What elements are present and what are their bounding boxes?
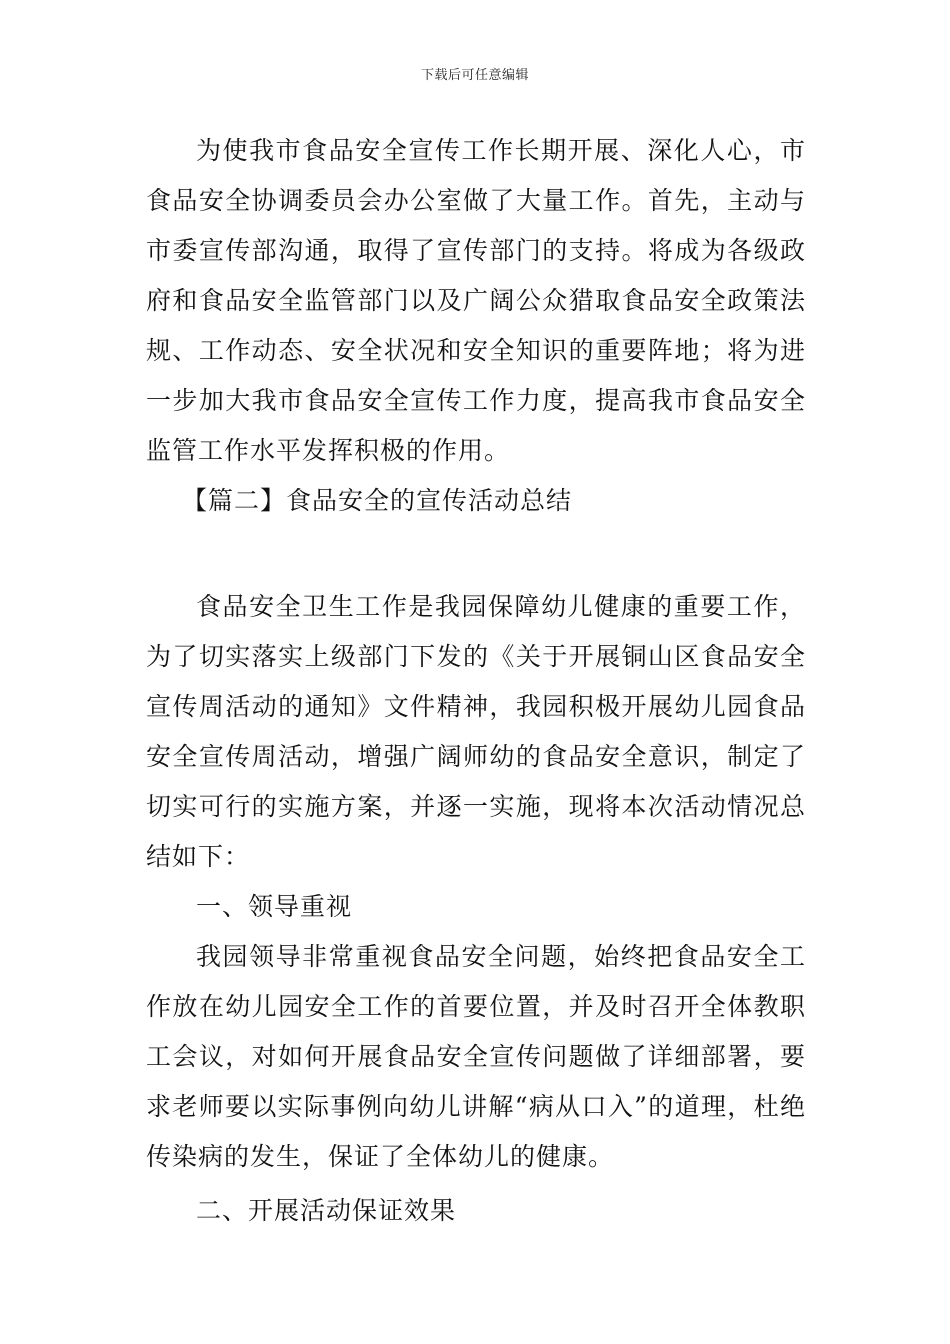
paragraph: 为使我市食品安全宣传工作长期开展、深化人心，市食品安全协调委员会办公室做了大量工作。首先，主动与市委宣传部沟通，取得了宣传部门的支持。将成为各级政府和食品安全监管部门以及广阔公众猎取食品安全政策法规、工作动态、安全状况和安全知识的重要阵地；将为进一步加大我市食品安全宣传工作力度，提高我市食品安全监管工作水平发挥积极的作用。 <box>146 136 806 465</box>
spacer <box>146 526 806 582</box>
document-body <box>146 126 806 1236</box>
section-title: 【篇二】食品安全的宣传活动总结 <box>182 486 573 515</box>
section-heading: 二、开展活动保证效果 <box>196 1196 457 1225</box>
header-note: 下载后可任意编辑 <box>420 68 529 83</box>
paragraph: 我园领导非常重视食品安全问题，始终把食品安全工作放在幼儿园安全工作的首要位置，并及时召开全体教职工会议，对如何开展食品安全宣传问题做了详细部署，要求老师要以实际事例向幼儿讲解“病从口入”的道理，杜绝传染病的发生，保证了全体幼儿的健康。 <box>146 942 806 1171</box>
section-heading: 一、领导重视 <box>196 892 353 921</box>
paragraph: 食品安全卫生工作是我园保障幼儿健康的重要工作，为了切实落实上级部门下发的《关于开展铜山区食品安全宣传周活动的通知》文件精神，我园积极开展幼儿园食品安全宣传周活动，增强广阔师幼的食品安全意识，制定了切实可行的实施方案，并逐一实施，现将本次活动情况总结如下： <box>146 592 806 871</box>
